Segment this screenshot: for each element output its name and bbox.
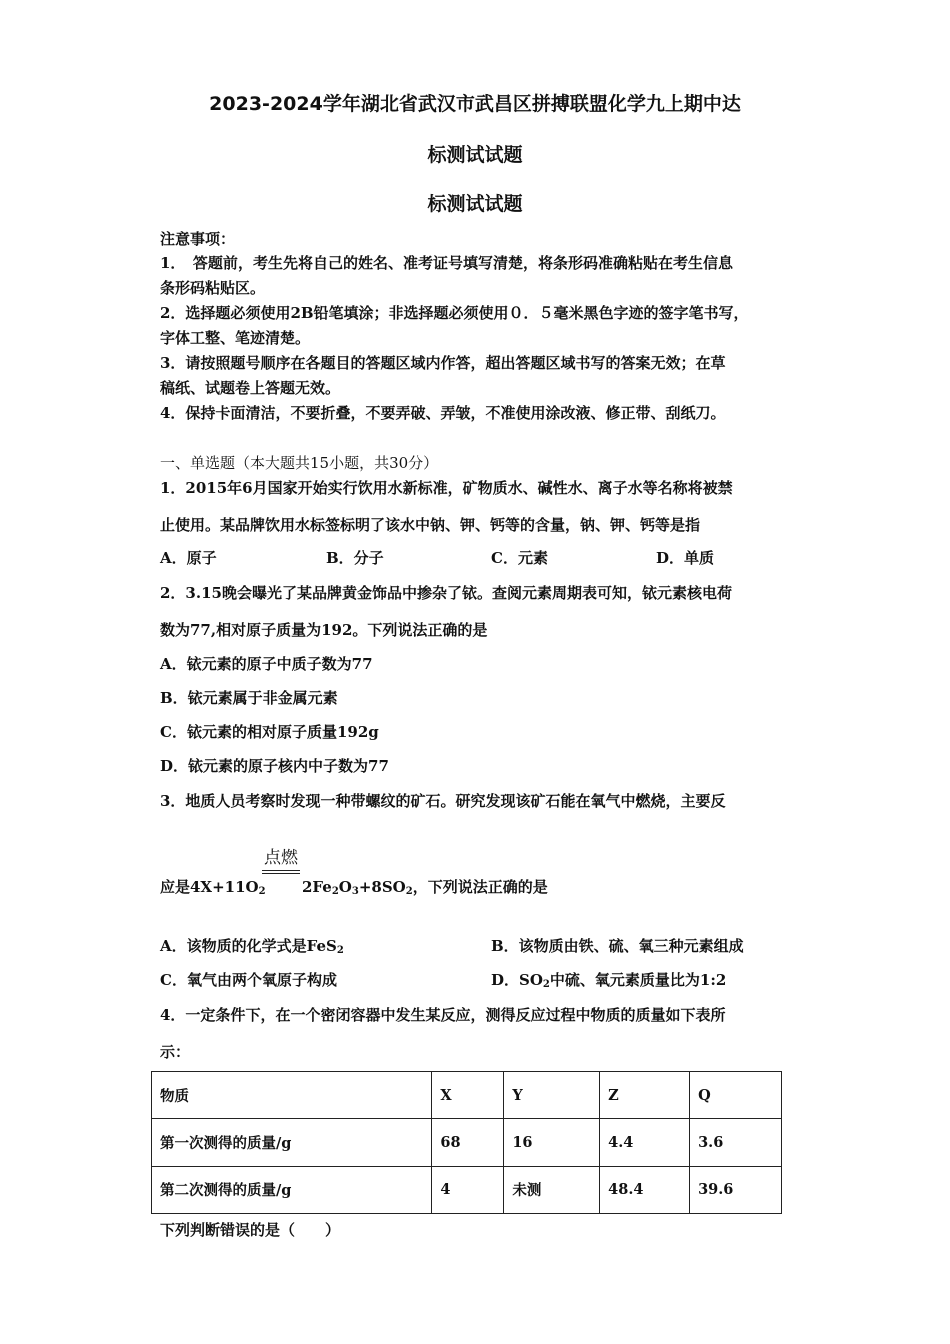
q2-option-a: A．铱元素的原子中质子数为77 xyxy=(160,655,373,673)
question-3-line1: 3．地质人员考察时发现一种带螺纹的矿石。研究发现该矿石能在氧气中燃烧，主要反 xyxy=(160,792,726,810)
q2-option-d: D．铱元素的原子核内中子数为77 xyxy=(160,757,389,775)
page-title-line3: 标测试试题 xyxy=(427,193,523,215)
question-4-line1: 4．一定条件下，在一个密闭容器中发生某反应，测得反应过程中物质的质量如下表所 xyxy=(160,1006,726,1024)
q3-option-c: C．氧气由两个氧原子构成 xyxy=(160,971,337,989)
q2-option-c: C．铱元素的相对原子质量192g xyxy=(160,723,379,741)
question-1-line2: 止使用。某品牌饮用水标签标明了该水中钠、钾、钙等的含量，钠、钾、钙等是指 xyxy=(160,516,701,534)
mass-table xyxy=(151,1071,782,1214)
table-cell: 68 xyxy=(432,1119,504,1166)
q1-option-d: D．单质 xyxy=(656,549,715,567)
question-2-line2: 数为77,相对原子质量为192。下列说法正确的是 xyxy=(160,621,488,639)
double-equal-sign xyxy=(262,870,300,874)
reaction-condition xyxy=(262,848,300,874)
table-cell: 物质 xyxy=(152,1072,432,1119)
table-cell: Z xyxy=(600,1072,690,1119)
table-cell: 第一次测得的质量/g xyxy=(152,1119,432,1166)
q1-option-a: A．原子 xyxy=(160,549,217,567)
page-title-line2: 标测试试题 xyxy=(427,144,523,166)
q3-option-d: D．$SO_2$中硫、氧元素质量比为1:2 xyxy=(491,971,727,990)
table-cell: X xyxy=(432,1072,504,1119)
table-row xyxy=(152,1119,782,1166)
notice-item-3-cont: 稿纸、试题卷上答题无效。 xyxy=(160,379,341,397)
notice-item-4: 4．保持卡面清洁，不要折叠，不要弄破、弄皱，不准使用涂改液、修正带、刮纸刀。 xyxy=(160,404,726,422)
table-cell: 4 xyxy=(432,1166,504,1213)
table-cell: 39.6 xyxy=(690,1166,782,1213)
table-row xyxy=(152,1166,782,1213)
q1-option-b: B．分子 xyxy=(326,549,384,567)
notice-item-1-cont: 条形码粘贴区。 xyxy=(160,279,266,297)
question-2-line1: 2．3.15晚会曝光了某品牌黄金饰品中掺杂了铱。查阅元素周期表可知，铱元素核电荷 xyxy=(160,584,732,602)
section-heading: 一、单选题（本大题共15小题，共30分） xyxy=(160,454,439,472)
notice-item-2-cont: 字体工整、笔迹清楚。 xyxy=(160,329,311,347)
table-cell: 48.4 xyxy=(600,1166,690,1213)
table-cell: 4.4 xyxy=(600,1119,690,1166)
q3-option-b: B．该物质由铁、硫、氧三种元素组成 xyxy=(491,937,744,955)
notice-item-2: 2．选择题必须使用2B铅笔填涂；非选择题必须使用０．５毫米黑色字迹的签字笔书写， xyxy=(160,304,749,322)
q2-option-b: B．铱元素属于非金属元素 xyxy=(160,689,338,707)
table-cell: 第二次测得的质量/g xyxy=(152,1166,432,1213)
q1-option-c: C．元素 xyxy=(491,549,548,567)
equation-left: 应是$4X+11O_2$ xyxy=(160,878,266,897)
ignition-label: 点燃 xyxy=(264,848,298,868)
table-header-row xyxy=(152,1072,782,1119)
question-4-prompt: 下列判断错误的是（ ） xyxy=(160,1221,341,1239)
table-cell: 3.6 xyxy=(690,1119,782,1166)
table-cell: Q xyxy=(690,1072,782,1119)
page-title-line1: 2023-2024学年湖北省武汉市武昌区拼搏联盟化学九上期中达 xyxy=(209,93,741,115)
question-1-line1: 1．2015年6月国家开始实行饮用水新标准，矿物质水、碱性水、离子水等名称将被禁 xyxy=(160,479,733,497)
table-cell: 未测 xyxy=(504,1166,600,1213)
table-cell: Y xyxy=(504,1072,600,1119)
q3-option-a: A．该物质的化学式是FeS$_2$ xyxy=(160,937,344,956)
equation-right: $2Fe_2O_3+8SO_2$，下列说法正确的是 xyxy=(302,878,548,897)
notice-heading: 注意事项： xyxy=(160,230,236,248)
question-4-line2: 示： xyxy=(160,1043,191,1061)
table-cell: 16 xyxy=(504,1119,600,1166)
notice-item-1: 1． 答题前，考生先将自己的姓名、准考证号填写清楚，将条形码准确粘贴在考生信息 xyxy=(160,254,733,272)
notice-item-3: 3．请按照题号顺序在各题目的答题区域内作答，超出答题区域书写的答案无效；在草 xyxy=(160,354,726,372)
